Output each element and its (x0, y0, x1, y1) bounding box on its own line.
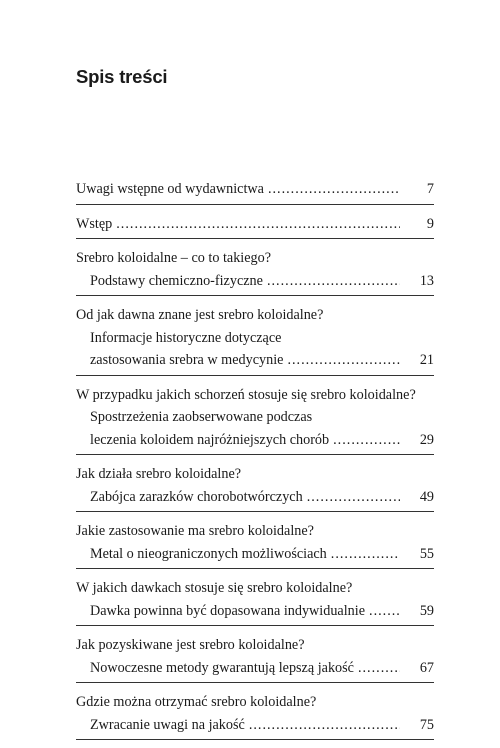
toc-entry-heading (76, 247, 434, 270)
toc-entry-text: Podstawy chemiczno-fizyczne (90, 272, 263, 289)
dot-leader (369, 600, 400, 623)
toc-entry-heading (76, 634, 434, 657)
toc-entry-heading (76, 213, 434, 236)
dot-leader (307, 486, 400, 509)
toc-entry-text: Spostrzeżenia zaobserwowane podczas (90, 409, 313, 425)
toc-entry-text: Jak pozyskiwane jest srebro koloidalne? (76, 637, 305, 653)
toc-entry-text: Jakie zastosowanie ma srebro koloidalne? (76, 523, 314, 539)
toc-entry-text: Srebro koloidalne – co to takiego? (76, 250, 272, 266)
toc-entry[interactable] (76, 520, 434, 569)
dot-leader (287, 349, 400, 372)
toc-entry[interactable] (76, 178, 434, 205)
toc-entry-text: Jak działa srebro koloidalne? (76, 466, 242, 482)
toc-page-number: 49 (419, 488, 434, 505)
toc-entry[interactable] (76, 691, 434, 740)
toc-page-number: 55 (419, 545, 434, 562)
toc-entry-heading (76, 384, 434, 407)
dot-leader (331, 543, 400, 566)
dot-leader (268, 178, 400, 201)
toc-entry[interactable] (76, 463, 434, 512)
toc-entry-text: Metal o nieograniczonych możliwościach (90, 545, 327, 562)
toc-entry-text: Informacje historyczne dotyczące (90, 329, 282, 346)
toc-page-number: 59 (419, 602, 434, 619)
toc-entry-subtitle (76, 429, 434, 452)
toc-entry-text: Zwracanie uwagi na jakość (90, 716, 245, 733)
toc-entry-text: Wstęp (76, 215, 113, 232)
page-title: Spis treści (76, 66, 168, 87)
toc-page-number: 75 (419, 716, 434, 733)
toc-entry[interactable] (76, 304, 434, 376)
dot-leader (333, 429, 400, 452)
toc-entry[interactable] (76, 384, 434, 456)
toc-page-number: 7 (426, 181, 434, 197)
toc-entry-text: leczenia koloidem najróżniejszych chorób (90, 431, 330, 448)
toc-page-number: 13 (419, 272, 434, 289)
dot-leader (116, 213, 400, 236)
toc-entry[interactable] (76, 213, 434, 240)
toc-page-number: 29 (419, 431, 434, 448)
dot-leader (249, 714, 400, 737)
toc-entry-text: Nowoczesne metody gwarantują lepszą jakość (90, 659, 354, 676)
toc-entry-subtitle (76, 486, 434, 509)
toc-entry-text: Zabójca zarazków chorobotwórczych (90, 488, 303, 505)
toc-entry-heading (76, 178, 434, 201)
toc-entry-text: Gdzie można otrzymać srebro koloidalne? (76, 694, 317, 710)
toc-entry-heading (76, 520, 434, 543)
toc-entry-subtitle (76, 714, 434, 737)
toc-entry-subtitle (76, 406, 434, 429)
toc-entry-text: zastosowania srebra w medycynie (90, 352, 284, 368)
toc-page-number: 67 (419, 659, 434, 676)
toc-entry-text: Od jak dawna znane jest srebro koloidalne? (76, 307, 324, 323)
toc-entry-text: W przypadku jakich schorzeń stosuje się srebro koloidalne? (76, 386, 416, 403)
toc-entry-text: Uwagi wstępne od wydawnictwa (76, 181, 264, 197)
toc-entry[interactable] (76, 247, 434, 296)
toc-entry-heading (76, 577, 434, 600)
toc-entry-subtitle (76, 270, 434, 293)
dot-leader (358, 657, 400, 680)
toc-entry-heading (76, 304, 434, 327)
toc-entry-subtitle (76, 327, 434, 350)
toc-entry[interactable] (76, 634, 434, 683)
toc-entry-heading (76, 691, 434, 714)
toc-entry-heading (76, 463, 434, 486)
toc-entry-subtitle (76, 543, 434, 566)
toc-page-number: 9 (426, 215, 434, 232)
dot-leader (267, 270, 400, 293)
toc-entry-subtitle (76, 349, 434, 372)
toc-page-number: 21 (419, 352, 434, 368)
toc-entry-text: W jakich dawkach stosuje się srebro koloidalne? (76, 580, 353, 596)
toc-entry-text: Dawka powinna być dopasowana indywidualnie (90, 602, 366, 619)
toc-entry-subtitle (76, 600, 434, 623)
table-of-contents (76, 178, 434, 748)
toc-entry-subtitle (76, 657, 434, 680)
toc-entry[interactable] (76, 577, 434, 626)
